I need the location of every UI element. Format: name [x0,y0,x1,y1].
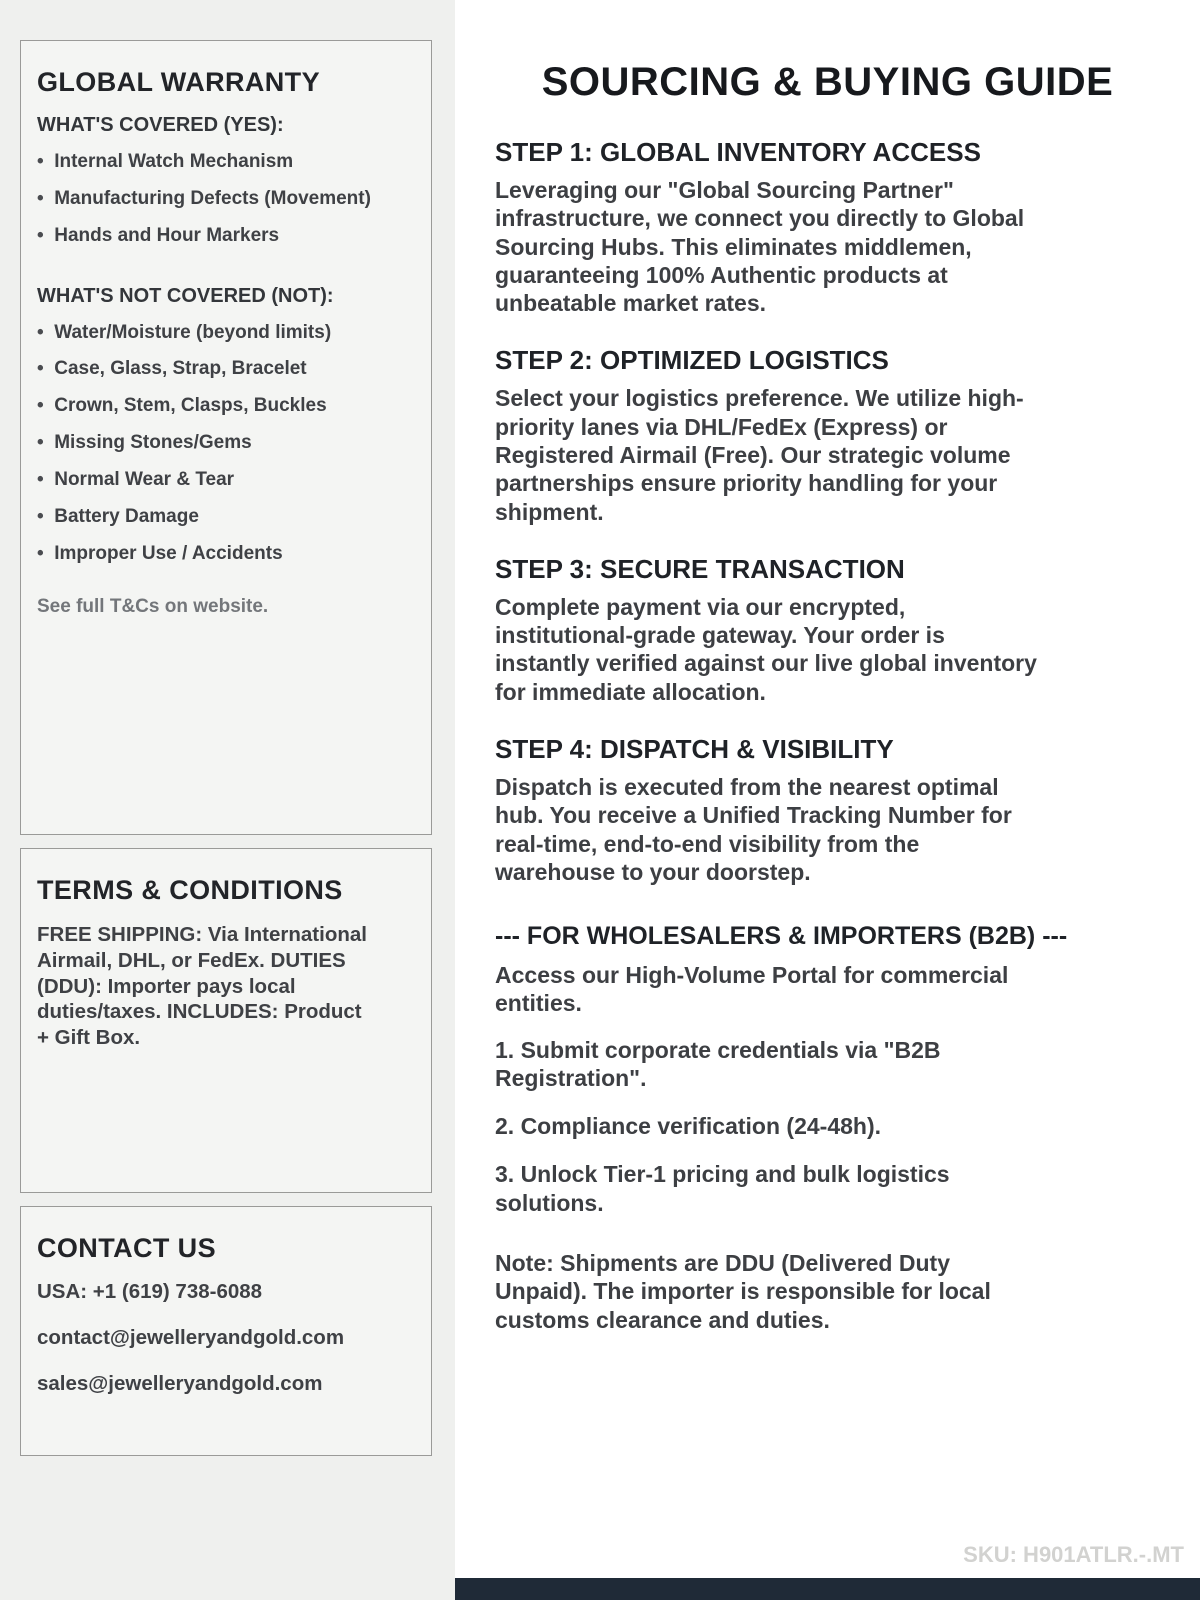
step-4-heading: STEP 4: DISPATCH & VISIBILITY [495,733,894,764]
step-3-body: Complete payment via our encrypted, institutional-grade gateway. Your order is instantly verified against our live global inventory for immediate allocation. [495,593,1037,705]
b2b-item-2: 2. Compliance verification (24-48h). [495,1113,882,1140]
list-item: • Battery Damage [37,506,403,528]
page-title: SOURCING & BUYING GUIDE [541,60,1114,104]
b2b-item-1: 1. Submit corporate credentials via "B2B Registration". [495,1036,941,1091]
not-covered-title: WHAT'S NOT COVERED (NOT): [37,284,334,307]
list-item: • Missing Stones/Gems [37,432,403,454]
b2b-heading: --- FOR WHOLESALERS & IMPORTERS (B2B) --- [495,922,1068,951]
sku-label: SKU: H901ATLR.-.MT [963,1542,1184,1567]
step-2-body: Select your logistics preference. We utilize high-priority lanes via DHL/FedEx (Express) or Registered Airmail (Free). Our strategic volume partnerships ensure priority handling for your shipment. [495,385,1024,525]
list-item: • Manufacturing Defects (Movement) [37,188,403,210]
main-column [455,0,1200,1600]
step-2-heading: STEP 2: OPTIMIZED LOGISTICS [495,345,889,376]
not-covered-list [37,322,403,565]
list-item: • Water/Moisture (beyond limits) [37,322,403,344]
step-section [495,137,1080,317]
terms-panel [20,848,432,1193]
warranty-footnote: See full T&Cs on website. [37,596,269,618]
guide-content [495,137,1080,1334]
contact-panel [20,1206,432,1456]
contact-title: CONTACT US [37,1233,216,1263]
list-item: • Normal Wear & Tear [37,469,403,491]
warranty-title: GLOBAL WARRANTY [37,67,320,97]
step-1-heading: STEP 1: GLOBAL INVENTORY ACCESS [495,137,981,167]
list-item: • Internal Watch Mechanism [37,151,403,173]
b2b-note: Note: Shipments are DDU (Delivered Duty Unpaid). The importer is responsible for local customs clearance and duties. [495,1250,991,1333]
list-item: • Hands and Hour Markers [37,225,403,247]
list-item: • Case, Glass, Strap, Bracelet [37,358,403,380]
list-item: • Improper Use / Accidents [37,543,403,565]
list-item: • Crown, Stem, Clasps, Buckles [37,395,403,417]
covered-title: WHAT'S COVERED (YES): [37,114,284,136]
contact-email-sales: sales@jewelleryandgold.com [37,1372,323,1395]
sidebar [0,0,455,1600]
step-1-body: Leveraging our "Global Sourcing Partner" infrastructure, we connect you directly to Global Sourcing Hubs. This eliminates middlemen, guaranteeing 100% Authentic products at unbeatable market rates. [495,177,1025,317]
step-section [495,554,1080,706]
contact-phone: USA: +1 (619) 738-6088 [37,1280,263,1303]
b2b-section [495,922,1080,1334]
step-section [495,734,1080,886]
step-section [495,345,1080,525]
terms-body: FREE SHIPPING: Via International Airmail, DHL, or FedEx. DUTIES (DDU): Importer pays local duties/taxes. INCLUDES: Product + Gift Box. [37,923,367,1050]
b2b-intro: Access our High-Volume Portal for commercial entities. [495,962,1009,1017]
contact-email: contact@jewelleryandgold.com [37,1326,345,1349]
covered-list [37,151,403,247]
bottom-bar [455,1578,1200,1600]
b2b-item-3: 3. Unlock Tier-1 pricing and bulk logistics solutions. [495,1161,950,1216]
step-4-body: Dispatch is executed from the nearest optimal hub. You receive a Unified Tracking Number for real-time, end-to-end visibility from the warehouse to your doorstep. [495,773,1012,885]
warranty-panel [20,40,432,835]
terms-title: TERMS & CONDITIONS [37,875,343,905]
step-3-heading: STEP 3: SECURE TRANSACTION [495,553,905,584]
